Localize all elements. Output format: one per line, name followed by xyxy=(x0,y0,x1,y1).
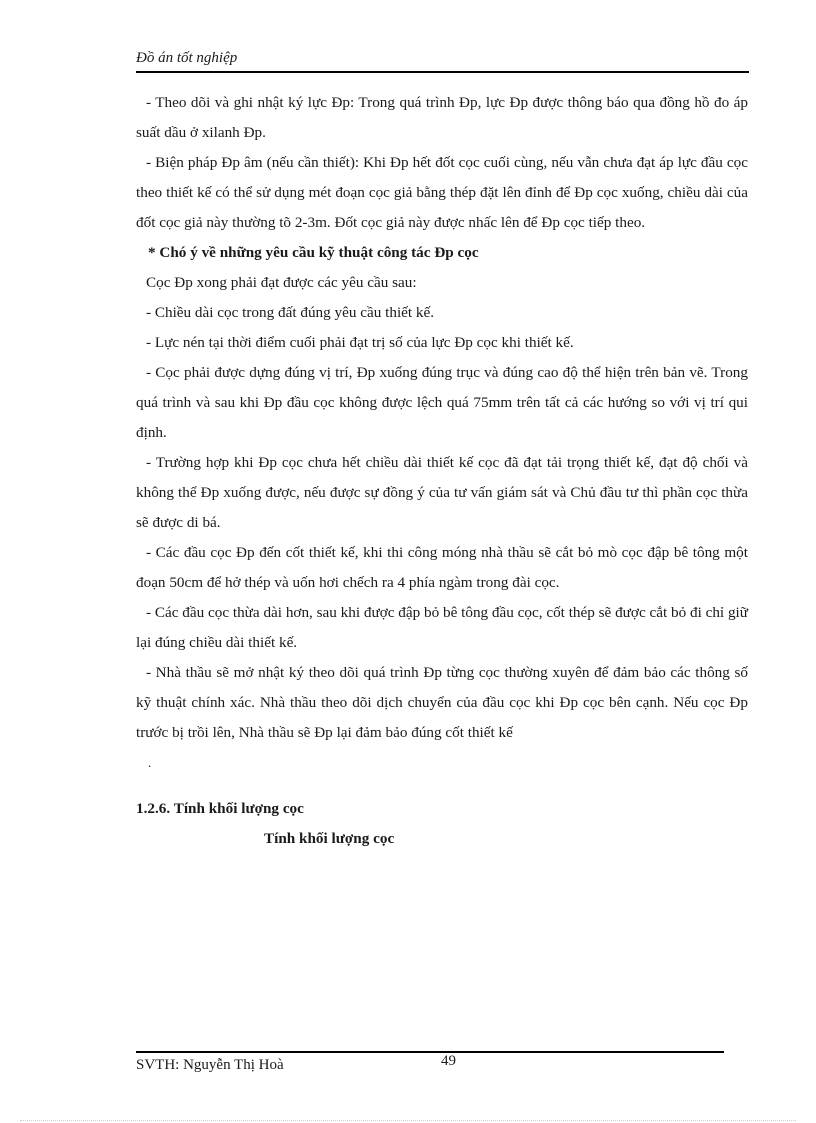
requirement-item: - Lực nén tại thời điểm cuối phải đạt trị số của lực Đp cọc khi thiết kế. xyxy=(146,334,574,351)
requirement-item: - Chiều dài cọc trong đất đúng yêu cầu thiết kế. xyxy=(146,304,435,321)
requirement-intro: Cọc Đp xong phải đạt được các yêu cầu sau: xyxy=(146,274,417,291)
header-divider xyxy=(136,71,749,73)
note-heading: * Chó ý về những yêu cầu kỹ thuật công tác Đp cọc xyxy=(148,244,479,261)
requirement-item: - Trường hợp khi Đp cọc chưa hết chiều dài thiết kế cọc đã đạt tải trọng thiết kế, đạt độ chối và không thể Đp xuống được, nếu được sự đồng ý của tư vấn giám sát và Chủ đầu tư thì phần cọc thừa sẽ được di bá. xyxy=(136,454,748,531)
footer-author: SVTH: Nguyễn Thị Hoà xyxy=(136,1057,284,1073)
section-heading: 1.2.6. Tính khối lượng cọc xyxy=(136,800,304,817)
document-body xyxy=(136,88,748,854)
paragraph-negative-pressing: - Biện pháp Đp âm (nếu cần thiết): Khi Đp hết đốt cọc cuối cùng, nếu vẫn chưa đạt áp lực đầu cọc theo thiết kế có thể sử dụng mét đoạn cọc giả bằng thép đặt lên đỉnh để Đp cọc xuống, chiều dài của đốt cọc giả này thường tõ 2-3m. Đốt cọc giả này được nhấc lên để Đp cọc tiếp theo. xyxy=(136,154,748,231)
header-title: Đồ án tốt nghiệp xyxy=(136,50,238,66)
requirement-item: - Các đầu cọc thừa dài hơn, sau khi được đập bỏ bê tông đầu cọc, cốt thép sẽ được cắt bỏ đi chỉ giữ lại đúng chiều dài thiết kế. xyxy=(136,604,748,651)
requirement-item: - Nhà thầu sẽ mở nhật ký theo dõi quá trình Đp từng cọc thường xuyên để đảm bảo các thông số kỹ thuật chính xác. Nhà thầu theo dõi dịch chuyển của đầu cọc khi Đp cọc bên cạnh. Nếu cọc Đp trước bị trồi lên, Nhà thầu sẽ Đp lại đảm bảo đúng cốt thiết kế xyxy=(136,664,748,741)
page-header xyxy=(136,48,749,68)
requirement-item: - Các đầu cọc Đp đến cốt thiết kế, khi thi công móng nhà thầu sẽ cắt bỏ mò cọc đập bê tông một đoạn 50cm để hở thép và uốn hơi chếch ra 4 phía ngàm trong đài cọc. xyxy=(136,544,748,591)
paragraph-pressure-log: - Theo dõi và ghi nhật ký lực Đp: Trong quá trình Đp, lực Đp được thông báo qua đồng hồ đo áp suất dầu ở xilanh Đp. xyxy=(136,94,748,141)
requirement-item: - Cọc phải được dựng đúng vị trí, Đp xuống đúng trục và đúng cao độ thể hiện trên bản vẽ. Trong quá trình và sau khi Đp đầu cọc không được lệch quá 75mm trên tất cả các hướng so với vị trí qui định. xyxy=(136,364,748,441)
page-number: 49 xyxy=(441,1053,456,1069)
section-title: Tính khối lượng cọc xyxy=(264,830,395,847)
page-edge-divider xyxy=(20,1120,796,1121)
footer-divider xyxy=(136,1051,724,1053)
stray-dot: . xyxy=(148,755,152,770)
